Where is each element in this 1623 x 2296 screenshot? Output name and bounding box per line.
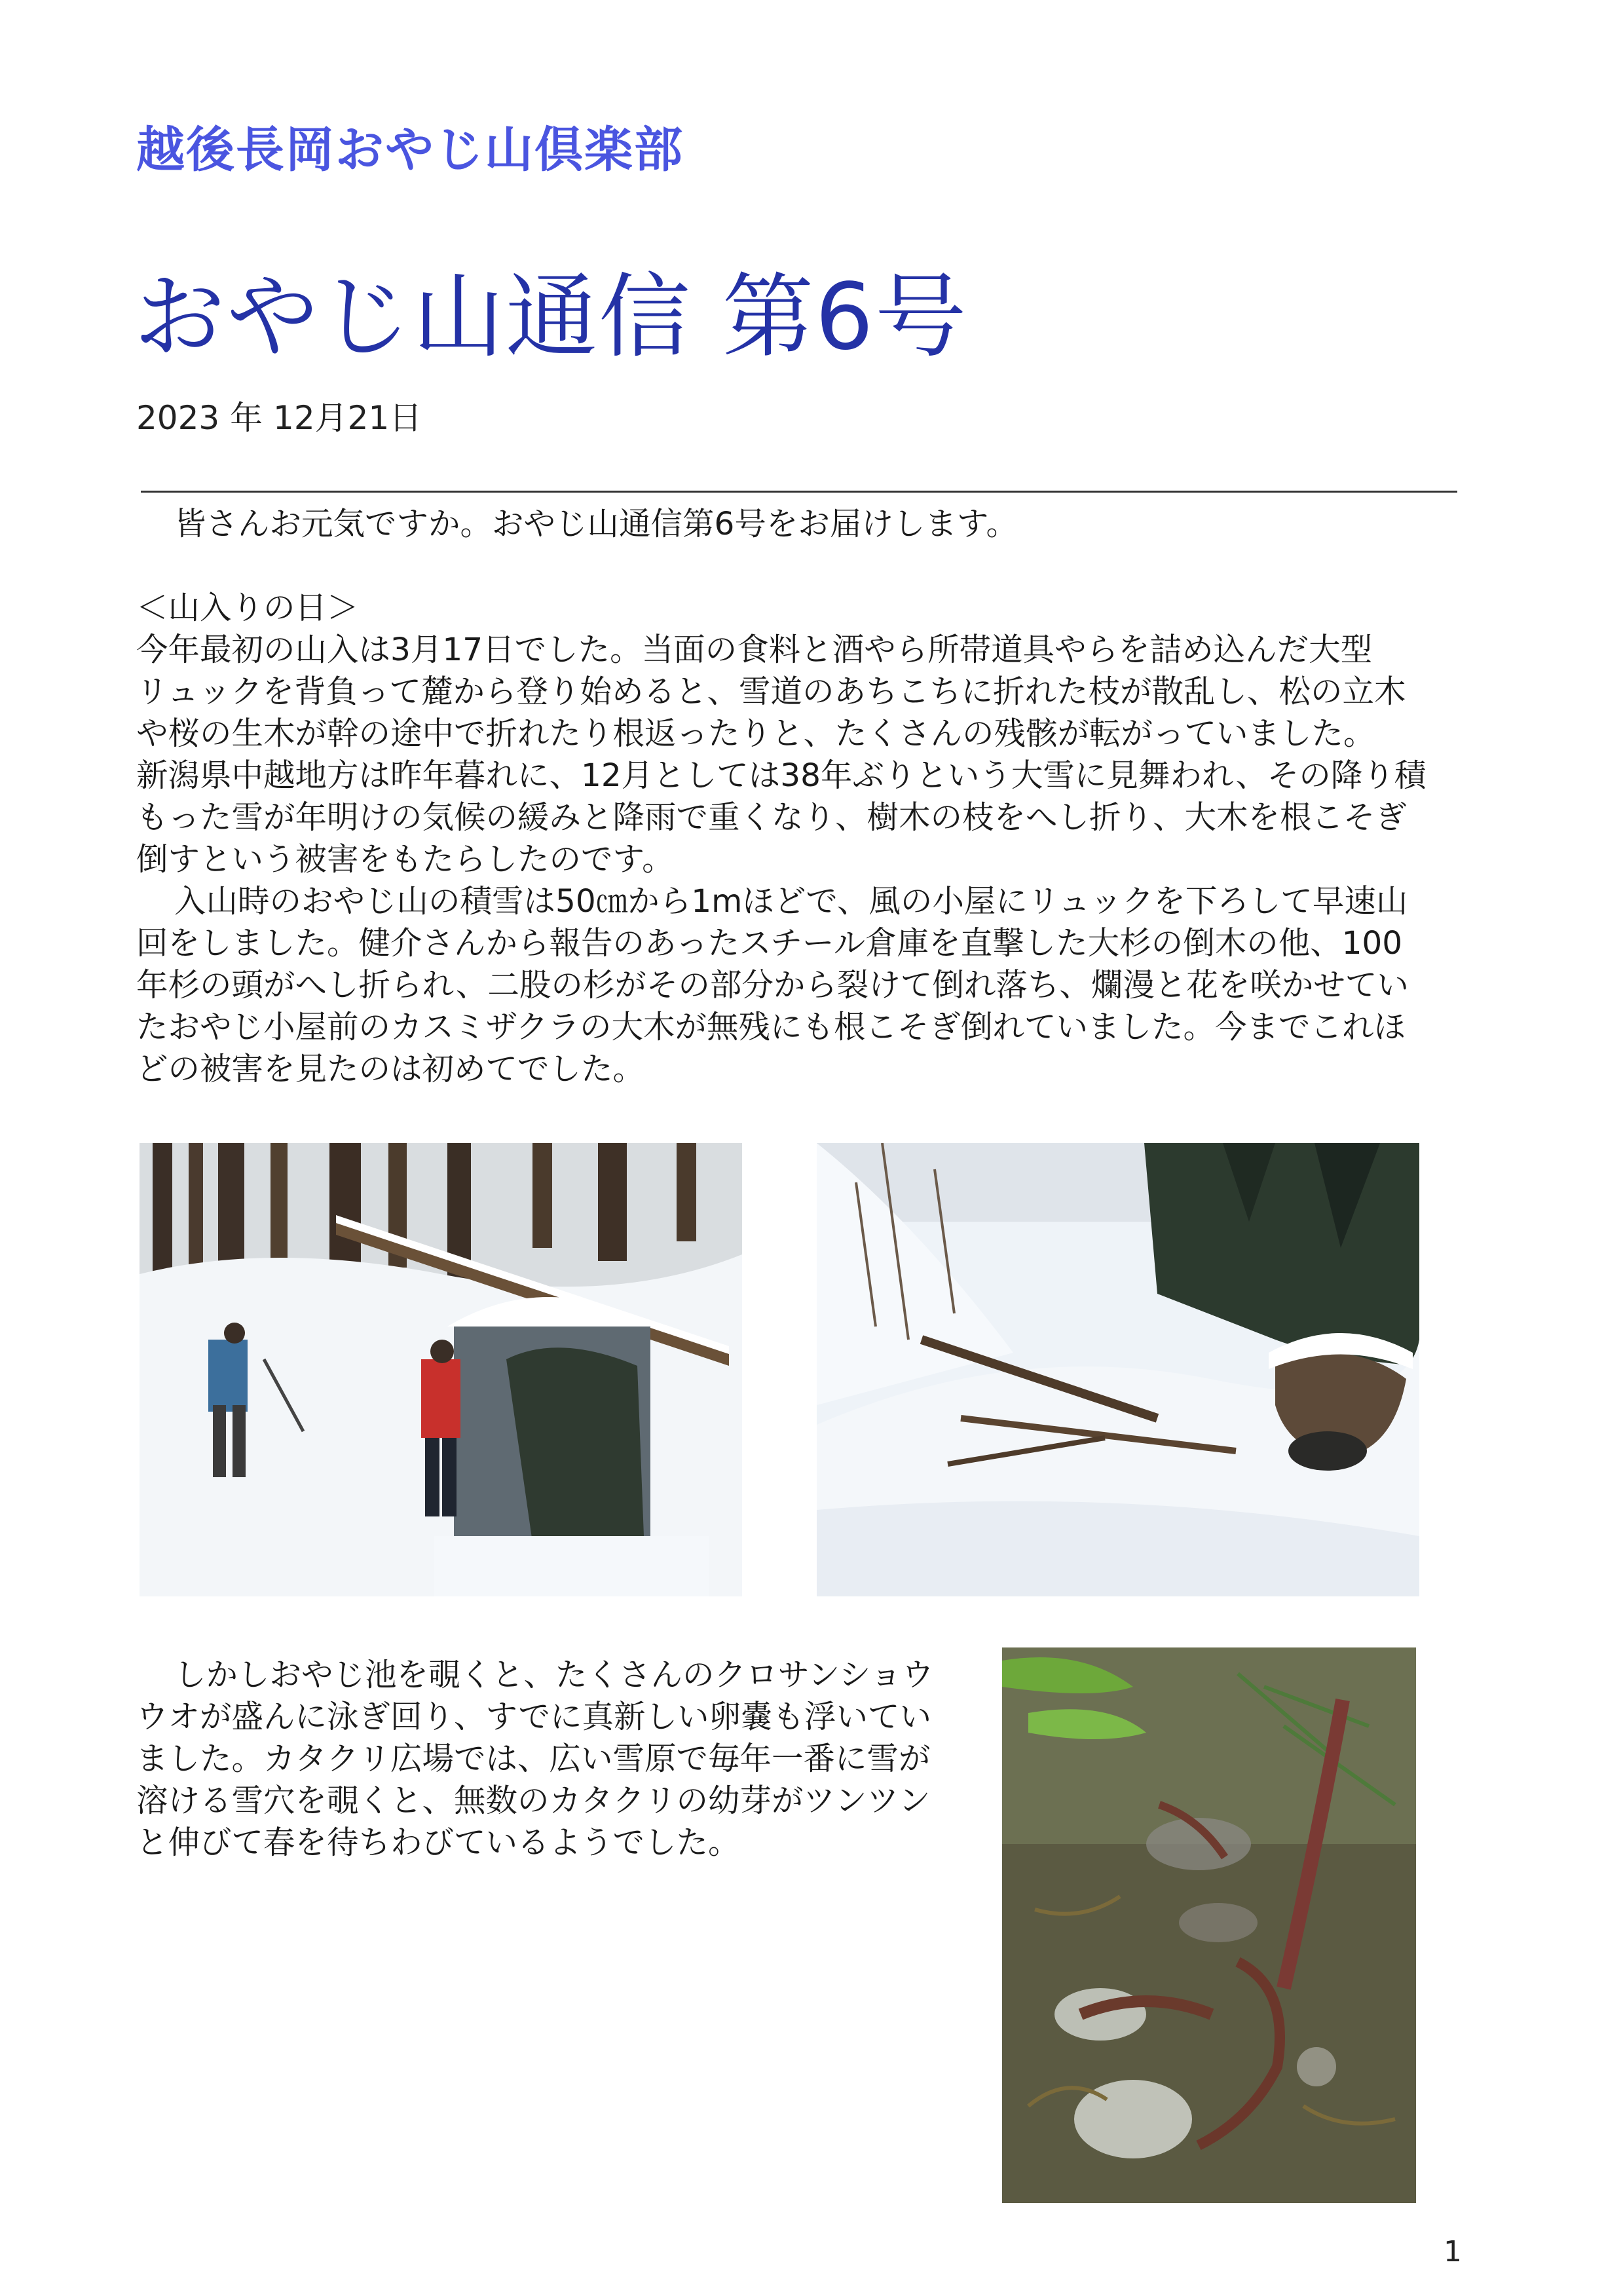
photo-snow-valley (817, 1143, 1419, 1596)
body-line: リュックを背負って麓から登り始めると、雪道のあちこちに折れた枝が散乱し、松の立木 (136, 673, 1406, 710)
article-body (136, 503, 1459, 1090)
club-name: 越後長岡おやじ山倶楽部 (136, 122, 684, 178)
page-number: 1 (1444, 2235, 1462, 2268)
body-line: 溶ける雪穴を覗くと、無数のカタクリの幼芽がツンツン (136, 1782, 931, 1819)
body-line: 新潟県中越地方は昨年暮れに、12月としては38年ぶりという大雪に見舞われ、その降り積 (136, 757, 1427, 794)
body-line: ウオが盛んに泳ぎ回り、すでに真新しい卵嚢も浮いてい (136, 1699, 931, 1735)
body-line: たおやじ小屋前のカスミザクラの大木が無残にも根こそぎ倒れていました。今までこれほ (136, 1009, 1406, 1045)
body-line: 年杉の頭がへし折られ、二股の杉がその部分から裂けて倒れ落ち、爛漫と花を咲かせてい (136, 967, 1409, 1004)
newsletter-title: おやじ山通信 第6号 (134, 264, 968, 371)
divider (141, 491, 1457, 493)
second-paragraph (136, 1654, 968, 1864)
intro-paragraph: 皆さんお元気ですか。おやじ山通信第6号をお届けします。 (174, 506, 1018, 542)
body-line: 倒すという被害をもたらしたのです。 (136, 841, 674, 878)
body-line: 回をしました。健介さんから報告のあったスチール倉庫を直撃した大杉の倒木の他、100 (136, 925, 1403, 962)
body-line: どの被害を見たのは初めてでした。 (136, 1051, 645, 1087)
body-line: 今年最初の山入は3月17日でした。当面の食料と酒やら所帯道具やらを詰め込んだ大型 (136, 631, 1373, 668)
photo-salamander-pond (1002, 1647, 1416, 2203)
body-line: しかしおやじ池を覗くと、たくさんのクロサンショウ (174, 1657, 934, 1693)
body-line: 入山時のおやじ山の積雪は50㎝から1mほどで、風の小屋にリュックを下ろして早速山 (174, 883, 1408, 920)
issue-date: 2023 年 12月21日 (136, 399, 422, 437)
body-line: や桜の生木が幹の途中で折れたり根返ったりと、たくさんの残骸が転がっていました。 (136, 715, 1375, 752)
section-heading: ＜山入りの日＞ (136, 590, 359, 626)
body-line: もった雪が年明けの気候の緩みと降雨で重くなり、樹木の枝をへし折り、大木を根こそぎ (136, 799, 1408, 836)
photo-snow-shed (140, 1143, 742, 1596)
body-line: と伸びて春を待ちわびているようでした。 (136, 1824, 740, 1861)
body-line: ました。カタクリ広場では、広い雪原で毎年一番に雪が (136, 1741, 931, 1777)
